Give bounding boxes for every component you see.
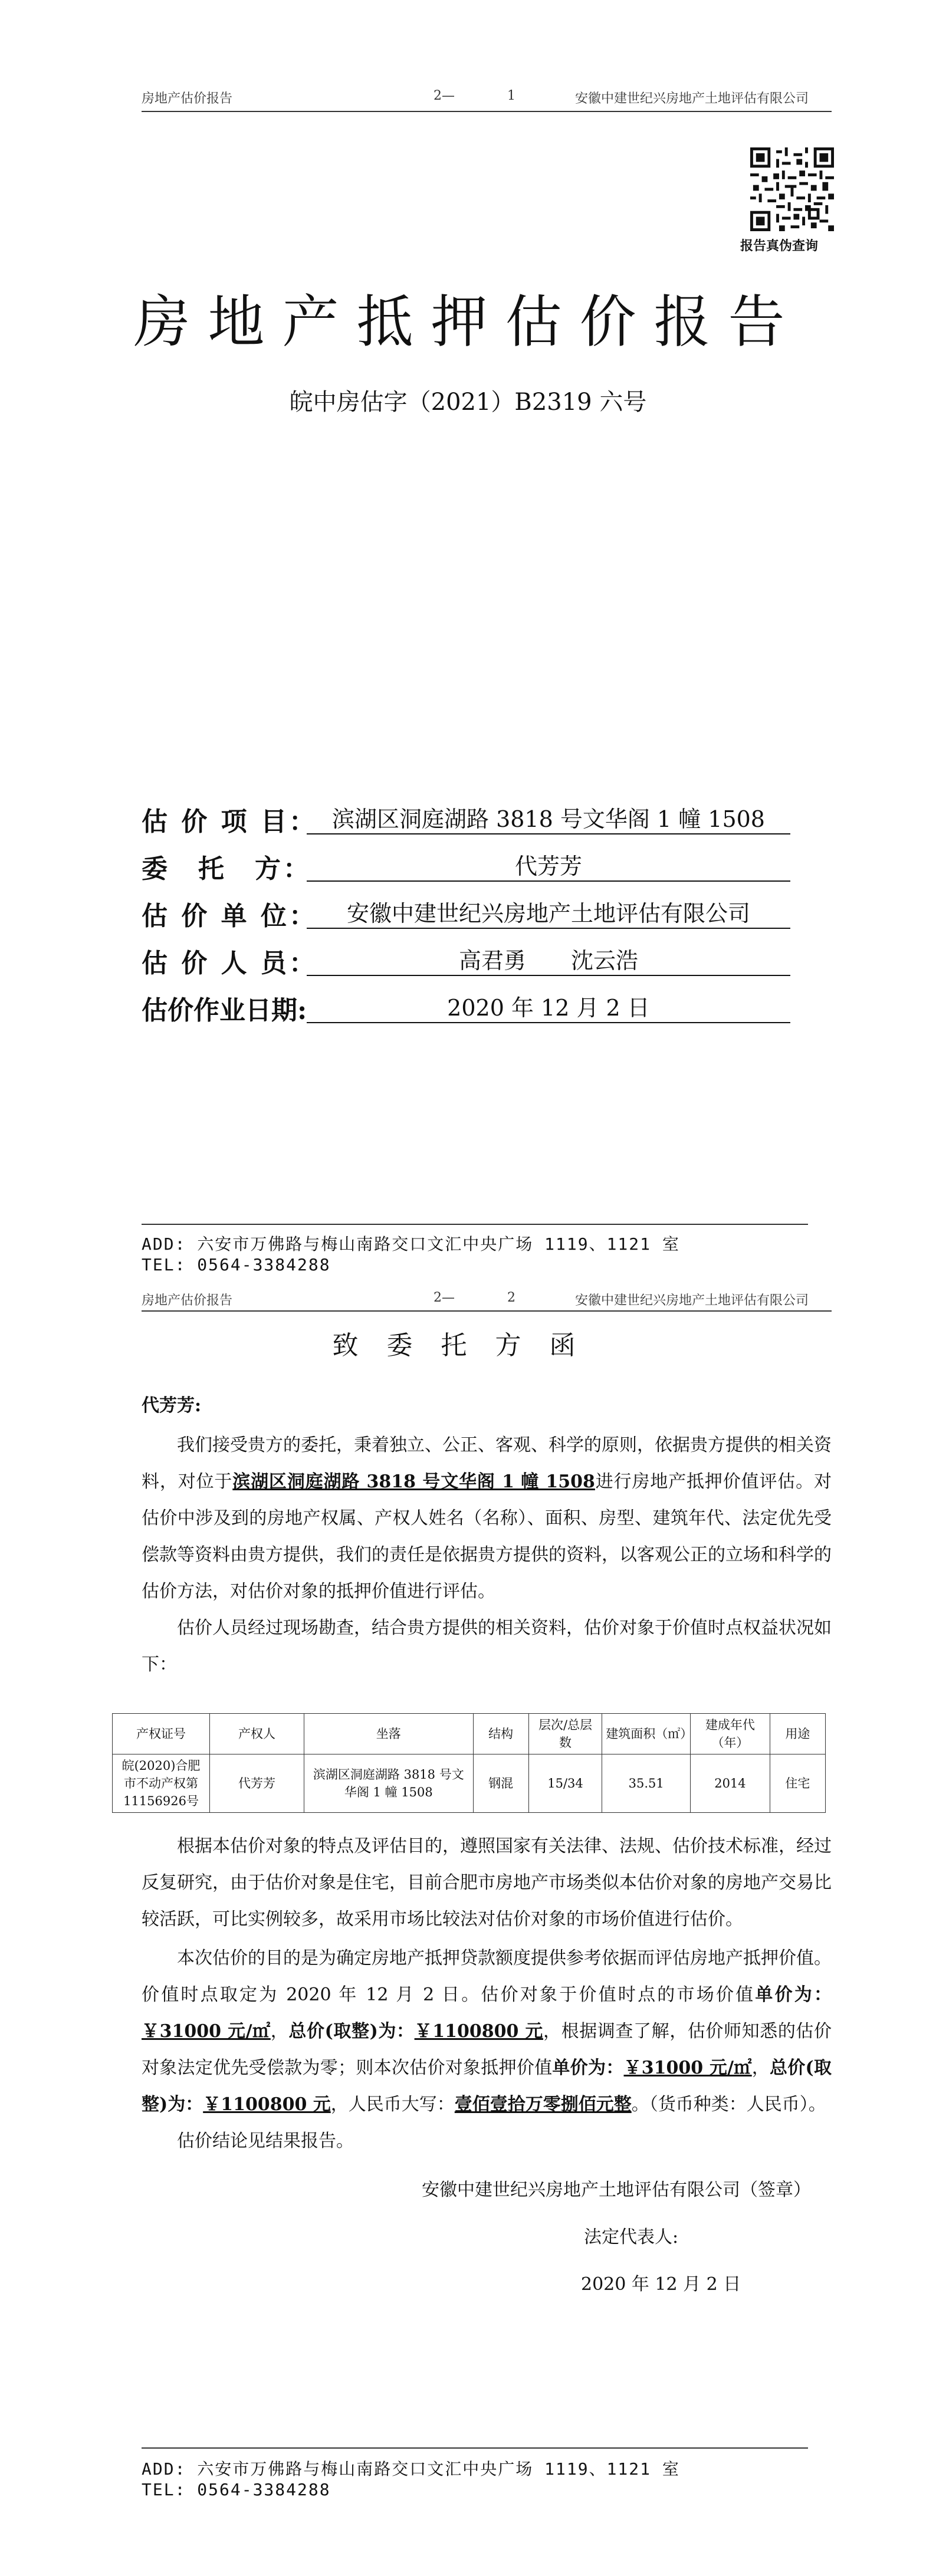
paragraph-3: 根据本估价对象的特点及评估目的，遵照国家有关法律、法规、估价技术标准，经过反复研究，由于估价对象是住宅，目前合肥市房地产市场类似本估价对象的房地产交易比较活跃，可比实例较多，故采用市场比较法对估价对象的市场价值进行估价。 (142, 1836, 832, 1930)
qr-code-icon[interactable] (750, 147, 834, 231)
info-value-appraisers: 高君勇 沈云浩 (307, 942, 790, 976)
header-right: 安徽中建世纪兴房地产土地评估有限公司 (575, 91, 809, 106)
signature-legal-rep: 法定代表人: (584, 2227, 679, 2248)
info-label-project: 估 价 项 目： (142, 807, 317, 837)
signature-company: 安徽中建世纪兴房地产土地评估有限公司（签章） (422, 2180, 811, 2200)
table-cell-cert-no: 皖(2020)合肥市不动产权第11156926号 (113, 1754, 210, 1813)
document-number: 皖中房估字（2021）B2319 六号 (289, 389, 647, 416)
table-header-cell: 结构 (473, 1714, 528, 1754)
salutation: 代芳芳: (142, 1395, 202, 1416)
table-cell-owner: 代芳芳 (210, 1754, 304, 1813)
letter-title: 致委托方函 (332, 1330, 604, 1361)
header-page-prefix: 2— (433, 1290, 455, 1305)
paragraph-4 (142, 1940, 832, 2123)
table-cell-area: 35.51 (602, 1754, 691, 1813)
p4-unit-price-value: ￥31000 元/㎡ (142, 2021, 271, 2042)
p4-rmb-label: ，人民币大写： (330, 2094, 455, 2115)
table-header-cell: 产权证号 (113, 1714, 210, 1754)
table-cell-location: 滨湖区洞庭湖路 3818 号文华阁 1 幢 1508 (304, 1754, 474, 1813)
p4-text-o: 。（货币种类：人民币）。 (631, 2094, 826, 2115)
header-page-number: 2 (507, 1290, 515, 1305)
paragraph-2: 估价人员经过现场勘查，结合贵方提供的相关资料，估价对象于价值时点权益状况如下： (142, 1618, 832, 1675)
property-rights-table (112, 1713, 826, 1813)
p4-text-g: ，根据调查了解，估价师知悉的估价对象法定优先受偿款为零；则本次估价对象抵押价值 (142, 2021, 832, 2078)
p4-unit-price-label: 单价为： (755, 1984, 832, 2005)
footer-telephone: TEL: 0564-3384288 (142, 2480, 331, 2499)
paragraph-5: 估价结论见结果报告。 (177, 2131, 354, 2151)
info-value-client: 代芳芳 (307, 848, 790, 882)
table-header-cell: 用途 (770, 1714, 825, 1754)
p1-property-address: 滨湖区洞庭湖路 3818 号文华阁 1 幢 1508 (232, 1471, 595, 1492)
table-cell-year: 2014 (691, 1754, 770, 1813)
table-header-cell: 坐落 (304, 1714, 474, 1754)
header-page-number: 1 (507, 88, 515, 103)
info-label-client: 委 托 方： (142, 854, 311, 884)
table-header-cell: 建成年代（年） (691, 1714, 770, 1754)
footer-rule (142, 2447, 808, 2449)
header-page-prefix: 2— (433, 88, 455, 103)
footer-rule (142, 1224, 808, 1225)
signature-date: 2020 年 12 月 2 日 (581, 2274, 741, 2295)
table-header-cell: 层次/总层数 (528, 1714, 602, 1754)
p4-mortgage-total-value: ￥1100800 元 (203, 2094, 331, 2115)
p4-comma: ， (751, 2058, 770, 2078)
report-title: 房地产抵押估价报告 (133, 289, 803, 355)
p4-comma: ， (270, 2021, 289, 2042)
p4-mortgage-unit-label: 单价为： (552, 2058, 624, 2078)
paragraph-1 (142, 1427, 832, 1610)
info-label-appraisers: 估 价 人 员： (142, 948, 317, 978)
p4-total-label: 总价(取整)为： (288, 2021, 415, 2042)
info-label-appraiser-unit: 估 价 单 位： (142, 901, 317, 931)
info-label-work-date: 估价作业日期: (142, 995, 307, 1026)
header-left: 房地产估价报告 (142, 1293, 233, 1308)
footer-telephone: TEL: 0564-3384288 (142, 1255, 331, 1274)
p4-mortgage-total-label: 总价(取整)为： (142, 2058, 832, 2115)
info-value-work-date: 2020 年 12 月 2 日 (307, 990, 790, 1023)
p1-text-a: 我们接受贵方的委托，秉着独立、公正、客观、科学的原则，依据贵方提供的相关资料，对位于 (142, 1435, 832, 1492)
info-value-appraiser-unit: 安徽中建世纪兴房地产土地评估有限公司 (307, 895, 790, 929)
table-row (113, 1754, 826, 1813)
table-header-row (113, 1714, 826, 1754)
p1-text-c: 进行房地产抵押价值评估。对估价中涉及到的房地产权属、产权人姓名（名称）、面积、房型、建筑年代、法定优先受偿款等资料由贵方提供，我们的责任是依据贵方提供的资料，以客观公正的立场和科学的估价方法，对估价对象的抵押价值进行评估。 (142, 1471, 832, 1602)
table-cell-structure: 钢混 (473, 1754, 528, 1813)
p4-total-value: ￥1100800 元 (414, 2021, 543, 2042)
qr-caption: 报告真伪查询 (740, 238, 819, 254)
header-rule (142, 1310, 832, 1312)
footer-address: ADD: 六安市万佛路与梅山南路交口文汇中央广场 1119、1121 室 (142, 1234, 680, 1254)
footer-address: ADD: 六安市万佛路与梅山南路交口文汇中央广场 1119、1121 室 (142, 2459, 680, 2479)
header-rule (142, 111, 832, 112)
p4-rmb-uppercase: 壹佰壹拾万零捌佰元整 (454, 2094, 632, 2115)
header-left: 房地产估价报告 (142, 91, 233, 106)
table-cell-use: 住宅 (770, 1754, 825, 1813)
table-cell-floor: 15/34 (528, 1754, 602, 1813)
table-header-cell: 产权人 (210, 1714, 304, 1754)
p4-text-a: 本次估价的目的是为确定房地产抵押贷款额度提供参考依据而评估房地产抵押价值。价值时点取定为 2020 年 12 月 2 日。估价对象于价值时点的市场价值 (142, 1948, 832, 2005)
info-value-project: 滨湖区洞庭湖路 3818 号文华阁 1 幢 1508 (307, 801, 790, 834)
table-header-cell: 建筑面积（㎡） (602, 1714, 691, 1754)
header-right: 安徽中建世纪兴房地产土地评估有限公司 (575, 1293, 809, 1308)
p4-mortgage-unit-value: ￥31000 元/㎡ (623, 2058, 752, 2078)
